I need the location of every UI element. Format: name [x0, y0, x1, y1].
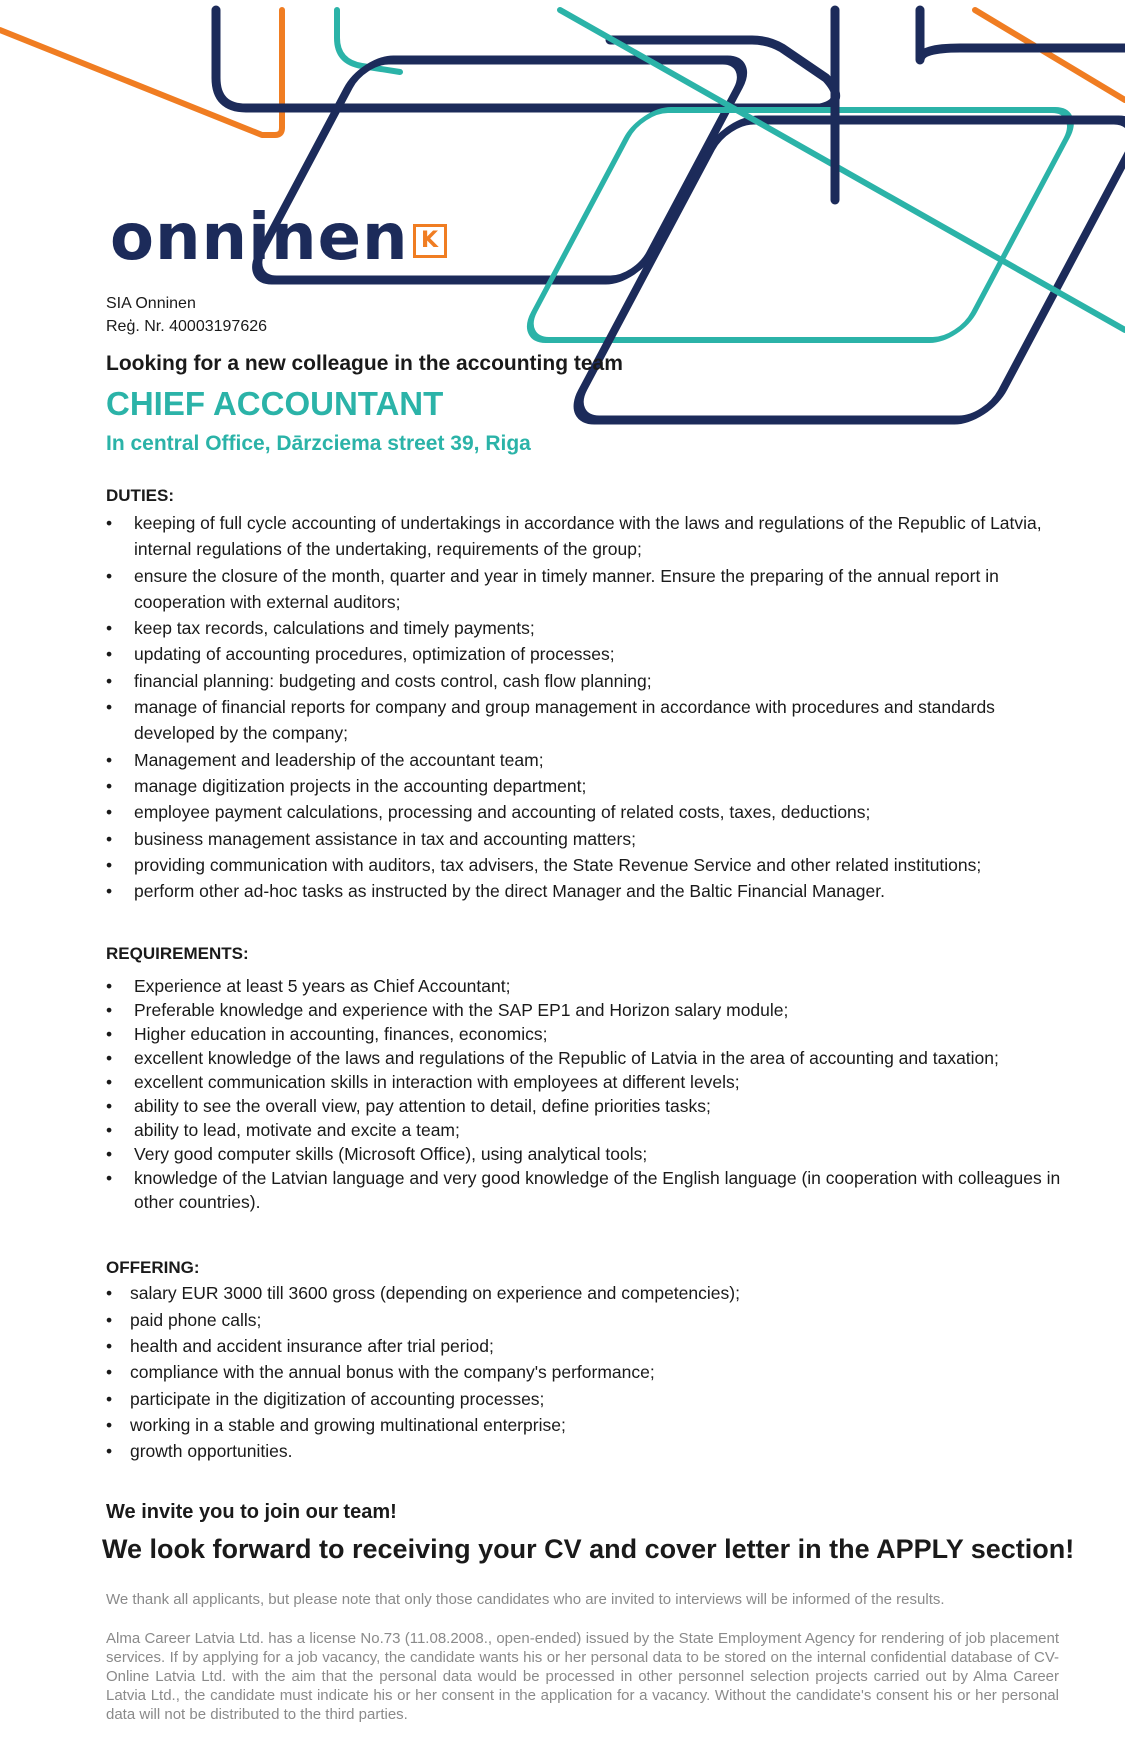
list-item: • excellent communication skills in interaction with employees at different levels; [106, 1070, 1066, 1094]
list-item: • providing communication with auditors, tax advisers, the State Revenue Service and other related institutions; [106, 852, 1066, 878]
list-item: • working in a stable and growing multinational enterprise; [106, 1412, 1066, 1438]
orange-line-left [0, 10, 282, 135]
list-item: • Management and leadership of the accountant team; [106, 747, 1066, 773]
list-item: • Very good computer skills (Microsoft Office), using analytical tools; [106, 1142, 1066, 1166]
list-item: • keep tax records, calculations and timely payments; [106, 615, 1066, 641]
list-item: • perform other ad-hoc tasks as instructed by the direct Manager and the Baltic Financial Manager. [106, 878, 1066, 904]
list-item: • updating of accounting procedures, optimization of processes; [106, 641, 1066, 667]
duties-heading: DUTIES: [106, 486, 174, 505]
list-item: • ability to see the overall view, pay attention to detail, define priorities tasks; [106, 1094, 1066, 1118]
thanks-note: We thank all applicants, but please note that only those candidates who are invited to interviews will be informed of the results. [106, 1591, 945, 1608]
job-location: In central Office, Dārzciema street 39, Riga [106, 432, 531, 455]
list-item: • health and accident insurance after trial period; [106, 1333, 1066, 1359]
list-item: • salary EUR 3000 till 3600 gross (depending on experience and competencies); [106, 1280, 1066, 1306]
list-item: • keeping of full cycle accounting of undertakings in accordance with the laws and regulations of the Republic of Latvia, internal regulations of the undertaking, requirements of the group; [106, 510, 1066, 563]
list-item: • business management assistance in tax and accounting matters; [106, 826, 1066, 852]
intro-line: Looking for a new colleague in the accounting team [106, 352, 623, 375]
company-logo [110, 201, 447, 275]
list-item: • Higher education in accounting, finances, economics; [106, 1022, 1066, 1046]
job-ad-content [106, 292, 1066, 1524]
company-reg-number: Reģ. Nr. 40003197626 [106, 318, 268, 335]
requirements-list [106, 974, 1066, 1214]
list-item: • growth opportunities. [106, 1438, 1066, 1464]
list-item: • Preferable knowledge and experience with the SAP EP1 and Horizon salary module; [106, 998, 1066, 1022]
list-item: • financial planning: budgeting and costs control, cash flow planning; [106, 668, 1066, 694]
list-item: • excellent knowledge of the laws and regulations of the Republic of Latvia in the area of accounting and taxation; [106, 1046, 1066, 1070]
company-info [106, 292, 1066, 338]
list-item: • employee payment calculations, processing and accounting of related costs, taxes, deductions; [106, 799, 1066, 825]
job-title: CHIEF ACCOUNTANT [106, 385, 444, 422]
teal-line-right [560, 10, 1125, 330]
logo-wordmark: onninen [110, 201, 409, 275]
list-item: • manage of financial reports for company and group management in accordance with procedures and standards developed by the company; [106, 694, 1066, 747]
orange-line-right [975, 10, 1125, 100]
list-item: • ensure the closure of the month, quarter and year in timely manner. Ensure the preparing of the annual report in cooperation with external auditors; [106, 563, 1066, 616]
company-name: SIA Onninen [106, 295, 196, 312]
list-item: • participate in the digitization of accounting processes; [106, 1386, 1066, 1412]
list-item: • compliance with the annual bonus with the company's performance; [106, 1359, 1066, 1385]
list-item: • paid phone calls; [106, 1307, 1066, 1333]
list-item: • manage digitization projects in the accounting department; [106, 773, 1066, 799]
offering-list [106, 1280, 1066, 1464]
list-item: • Experience at least 5 years as Chief Accountant; [106, 974, 1066, 998]
logo-k-icon: K [413, 224, 447, 258]
offering-heading: OFFERING: [106, 1258, 200, 1278]
invite-text: We invite you to join our team! [106, 1500, 397, 1523]
apply-callout: We look forward to receiving your CV and cover letter in the APPLY section! [102, 1534, 1075, 1564]
list-item: • ability to lead, motivate and excite a team; [106, 1118, 1066, 1142]
requirements-heading: REQUIREMENTS: [106, 944, 249, 964]
navy-vertical-right [920, 10, 1125, 60]
duties-list [106, 510, 1066, 904]
list-item: • knowledge of the Latvian language and very good knowledge of the English language (in cooperation with colleagues in other countries). [106, 1166, 1066, 1214]
license-disclaimer: Alma Career Latvia Ltd. has a license No.73 (11.08.2008., open-ended) issued by the State Employment Agency for rendering of job placement services. If by applying for a job vacancy, the candidate wants his or her personal data to be stored on the internal confidential database of CV-Online Latvia Ltd. with the aim that the personal data would be processed in other personnel selection projects carried out by Alma Career Latvia Ltd., the candidate must indicate his or her consent in the application for a vacancy. Without the candidate's consent his or her personal data will not be distributed to the third parties. [106, 1630, 1059, 1723]
